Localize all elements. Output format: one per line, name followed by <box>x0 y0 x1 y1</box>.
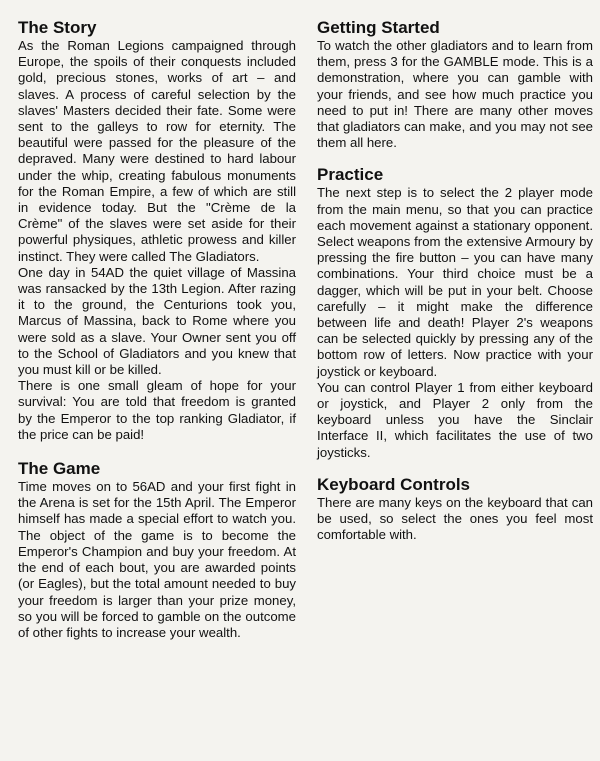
practice-paragraph-1: The next step is to select the 2 player mode from the main menu, so that you can practice each movement against a stationary opponent. Select weapons from the extensive Armoury by pressing the fire button – you can have many combinations. Your third choice must be a dagger, which will be put in your belt. Choose carefully – it might make the difference between life and death! Player 2's weapons can be selected quickly by pressing any of the bottom row of letters. Now practice with your joystick or keyboard. <box>317 185 593 379</box>
section-title-story: The Story <box>18 18 97 37</box>
left-column <box>18 18 296 641</box>
section-title-game: The Game <box>18 459 101 479</box>
section-title-practice: Practice <box>317 165 384 185</box>
story-paragraph-1: As the Roman Legions campaigned through Europe, the spoils of their conquests included gold, precious stones, works of art – and slaves. A process of careful selection by the slaves' Masters decided their fate. Some were sent to the galleys to row for eternity. The beautiful were passed for the pleasure of the depraved. Many were destined to hard labour under the whip, creating fabulous monuments for the Roman Empire, a few of which are still in evidence today. But the "Crème de la Crème" of the slaves were set aside for their powerful physiques, athletic prowess and killer instinct. They were called The Gladiators. <box>18 38 296 264</box>
story-paragraph-2: One day in 54AD the quiet village of Massina was ransacked by the 13th Legion. After razing it to the ground, the Centurions took you, Marcus of Massina, back to Rome where you were sold as a slave. Your Owner sent you off to the School of Gladiators and you knew that you must kill or be killed. <box>18 264 296 378</box>
practice-paragraph-2: You can control Player 1 from either keyboard or joystick, and Player 2 only from the keyboard unless you have the Sinclair Interface II, which facilitates the use of two joysticks. <box>317 379 593 460</box>
right-column <box>317 18 593 543</box>
getting-started-paragraph-1: To watch the other gladiators and to learn from them, press 3 for the GAMBLE mode. This is a demonstration, where you can gamble with your friends, and see how much practice you need to put in! There are many other moves that gladiators can make, and you may not see them all here. <box>317 38 593 151</box>
keyboard-paragraph-1: There are many keys on the keyboard that can be used, so select the ones you feel most comfortable with. <box>317 494 593 543</box>
story-paragraph-3: There is one small gleam of hope for your survival: You are told that freedom is granted by the Emperor to the top ranking Gladiator, if the price can be paid! <box>18 378 296 442</box>
game-paragraph-1: Time moves on to 56AD and your first fight in the Arena is set for the 15th April. The Emperor himself has made a special effort to watch you. The object of the game is to become the Emperor's Champion and buy your freedom. At the end of each bout, you are awarded points (or Eagles), but the total amount needed to buy your freedom is larger than your prize money, so you will be forced to gamble on the outcome of other fights to increase your wealth. <box>18 479 296 640</box>
section-title-keyboard-controls: Keyboard Controls <box>317 474 471 494</box>
section-title-getting-started: Getting Started <box>317 18 440 37</box>
